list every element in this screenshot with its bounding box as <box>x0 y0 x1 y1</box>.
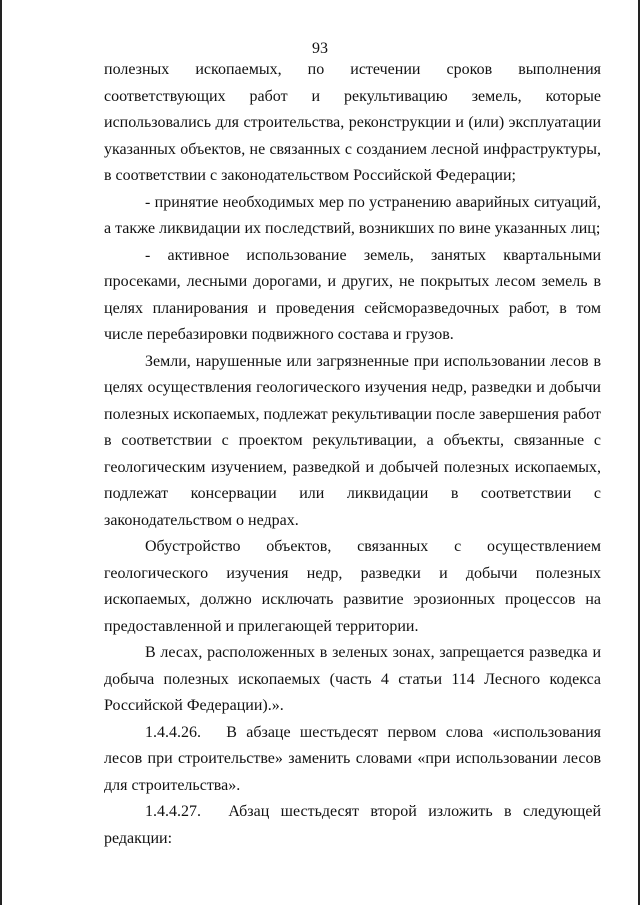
paragraph-recultivation: Земли, нарушенные или загрязненные при использовании лесов в целях осуществления геологического изучения недр, разведки и добычи полезных ископаемых, подлежат рекультивации после завершения работ в соответствии с проектом рекультивации, а объекты, связанные с геологическим изучением, разведкой и добычей полезных ископаемых, подлежат консервации или ликвидации в соответствии с законодательством о недрах. <box>104 352 601 529</box>
clause-number: 1.4.4.26. <box>145 723 201 741</box>
clause-text: Абзац шестьдесят второй изложить в следующей редакции: <box>104 803 601 847</box>
clause-text: В абзаце шестьдесят первом слова «использования лесов при строительстве» заменить словами «при использовании лесов для строительства». <box>104 723 601 794</box>
paragraph-green-zones: В лесах, расположенных в зеленых зонах, запрещается разведка и добыча полезных ископаемых (часть 4 статьи 114 Лесного кодекса Российской Федерации).». <box>104 644 601 714</box>
page-number: 93 <box>312 40 328 57</box>
clause-number: 1.4.4.27. <box>145 803 201 820</box>
paragraph-continuation: полезных ископаемых, по истечении сроков выполнения соответствующих работ и рекультивацию земель, которые использовались для строительства, реконструкции и (или) эксплуатации указанных объектов, не связанных с созданием лесной инфраструктуры, в соответствии с законодательством Российской Федерации; <box>104 61 601 184</box>
clause-1-4-4-27 <box>104 799 601 852</box>
clause-1-4-4-26 <box>104 720 601 800</box>
document-body <box>104 57 601 852</box>
paragraph-erosion: Обустройство объектов, связанных с осуществлением геологического изучения недр, разведки и добычи полезных ископаемых, должно исключать развитие эрозионных процессов на предоставленной и прилегающей территории. <box>104 538 601 635</box>
list-item-emergency: - принятие необходимых мер по устранению аварийных ситуаций, а также ликвидации их последствий, возникших по вине указанных лиц; <box>104 193 601 237</box>
list-item-land-use: - активное использование земель, занятых квартальными просеками, лесными дорогами, и других, не покрытых лесом земель в целях планирования и проведения сейсморазведочных работ, в том числе перебазировки подвижного состава и грузов. <box>104 246 601 343</box>
